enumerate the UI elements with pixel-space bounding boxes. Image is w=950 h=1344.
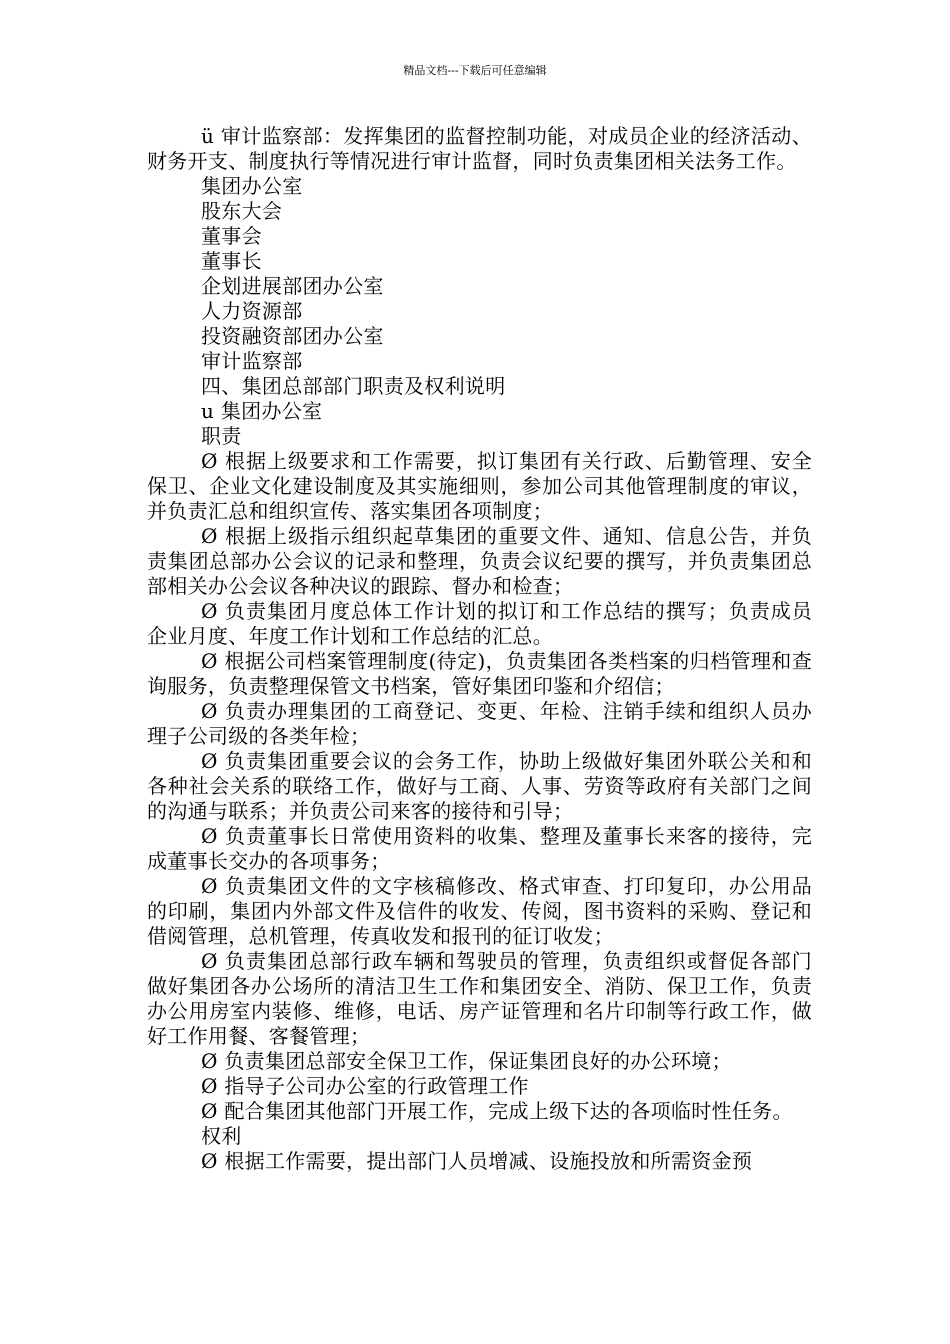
document-body <box>147 124 812 1174</box>
duty-item: Ø 负责集团文件的文字核稿修改、格式审查、打印复印，办公用品的印刷，集团内外部文件及信件的收发、传阅，图书资料的采购、登记和借阅管理，总机管理，传真收发和报刊的征订收发； <box>147 874 812 948</box>
duties-label: 职责 <box>201 424 242 448</box>
org-unit-line: 人力资源部 <box>201 299 303 323</box>
duty-item: Ø 负责董事长日常使用资料的收集、整理及董事长来客的接待，完成董事长交办的各项事务； <box>147 824 812 873</box>
rights-item: Ø 根据工作需要，提出部门人员增减、设施投放和所需资金预 <box>201 1149 753 1173</box>
duty-item: Ø 配合集团其他部门开展工作，完成上级下达的各项临时性任务。 <box>201 1099 793 1123</box>
duty-item: Ø 指导子公司办公室的行政管理工作 <box>201 1074 529 1098</box>
org-unit-line: 董事会 <box>201 224 262 248</box>
duty-item: Ø 负责集团总部行政车辆和驾驶员的管理，负责组织或督促各部门做好集团各办公场所的清洁卫生工作和集团安全、消防、保卫工作，负责办公用房室内装修、维修，电话、房产证管理和名片印制等行政工作，做好工作用餐、客餐管理； <box>147 949 812 1048</box>
page-header: 精品文档---下载后可任意编辑 <box>403 64 547 77</box>
org-unit-line: 股东大会 <box>201 199 283 223</box>
org-unit-line: 投资融资部团办公室 <box>201 324 384 348</box>
duty-item: Ø 负责办理集团的工商登记、变更、年检、注销手续和组织人员办理子公司级的各类年检； <box>147 699 812 748</box>
rights-label: 权利 <box>201 1124 242 1148</box>
org-unit-line: 董事长 <box>201 249 262 273</box>
subsection-heading: u 集团办公室 <box>201 399 323 423</box>
duty-item: Ø 根据公司档案管理制度(待定)，负责集团各类档案的归档管理和查询服务，负责整理保管文书档案，管好集团印鉴和介绍信； <box>147 649 812 698</box>
paragraph: ü 审计监察部：发挥集团的监督控制功能，对成员企业的经济活动、财务开支、制度执行等情况进行审计监督，同时负责集团相关法务工作。 <box>147 124 812 173</box>
duty-item: Ø 负责集团总部安全保卫工作，保证集团良好的办公环境； <box>201 1049 732 1073</box>
duty-item: Ø 根据上级指示组织起草集团的重要文件、通知、信息公告，并负责集团总部办公会议的记录和整理，负责会议纪要的撰写，并负责集团总部相关办公会议各种决议的跟踪、督办和检查； <box>147 524 812 598</box>
duty-item: Ø 根据上级要求和工作需要，拟订集团有关行政、后勤管理、安全保卫、企业文化建设制度及其实施细则，参加公司其他管理制度的审议，并负责汇总和组织宣传、落实集团各项制度； <box>147 449 812 523</box>
duty-item: Ø 负责集团月度总体工作计划的拟订和工作总结的撰写；负责成员企业月度、年度工作计划和工作总结的汇总。 <box>147 599 812 648</box>
duty-item: Ø 负责集团重要会议的会务工作，协助上级做好集团外联公关和和各种社会关系的联络工作，做好与工商、人事、劳资等政府有关部门之间的沟通与联系；并负责公司来客的接待和引导； <box>147 749 812 823</box>
section-heading: 四、集团总部部门职责及权利说明 <box>201 374 506 398</box>
org-unit-line: 集团办公室 <box>201 174 303 198</box>
org-unit-line: 企划进展部团办公室 <box>201 274 384 298</box>
org-unit-line: 审计监察部 <box>201 349 303 373</box>
